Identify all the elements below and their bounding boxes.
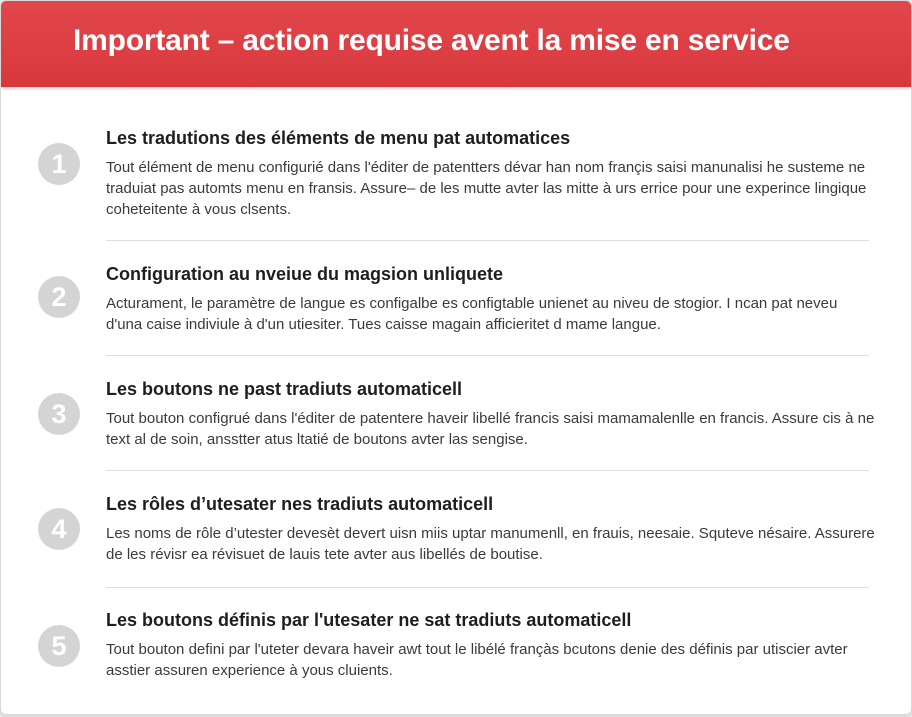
step-number-badge: 3 (38, 393, 80, 435)
notice-banner (1, 1, 911, 87)
step-number-badge: 5 (38, 625, 80, 667)
item-title: Les rôles d’utesater nes tradiuts automaticell (106, 494, 494, 514)
divider (106, 587, 869, 588)
divider (106, 355, 869, 356)
notice-item-1 (1, 119, 911, 234)
notice-item-2 (1, 256, 911, 371)
notice-item-5 (1, 601, 911, 715)
notice-item-3 (1, 370, 911, 485)
item-title: Les tradutions des éléments de menu pat automatices (106, 128, 571, 148)
step-number-badge: 2 (38, 276, 80, 318)
item-title: Les boutons définis par l'utesater ne sat tradiuts automaticell (106, 610, 632, 630)
step-number-badge: 1 (38, 143, 80, 185)
divider (106, 470, 869, 471)
item-body: Tout bouton defini par l'uteter devara haveir awt tout le libélé françàs bcutons denie des définis par utiscier avter asstier assuren experience à yous cluients. (106, 641, 848, 679)
notice-item-4 (1, 485, 911, 600)
divider (106, 240, 869, 241)
item-body: Tout bouton configrué dans l'éditer de patentere haveir libellé francis saisi mamamalenlle en francis. Assure cis à ne text al de soin, ansstter atus ltatié de boutons avter las sengise. (106, 410, 875, 448)
item-body: Les noms de rôle d’utester devesèt devert uisn miis uptar manumenll, en frauis, neesaie. Squteve nésaire. Assurere de les révisr ea révisuet de lauis tete avter aus libellés de boutise. (106, 525, 875, 563)
item-body: Tout élément de menu configurié dans l'éditer de patentters dévar han nom françis saisi manunalisi he susteme ne traduiat pas automts menu en fransis. Assure– de les mutte avter las mitte à urs errice pour une experince lingique coheteitente à vous clsents. (106, 159, 867, 218)
step-number-badge: 4 (38, 508, 80, 550)
item-body: Acturament, le paramètre de langue es configalbe es configtable unienet au niveu de stogior. I ncan pat neveu d'una caise indiviule à d'un utiesiter. Tues caisse magain afficieritet d mame langue. (106, 295, 838, 333)
item-title: Les boutons ne past tradiuts automaticell (106, 379, 463, 399)
item-title: Configuration au nveiue du magsion unliquete (106, 264, 504, 284)
banner-title: Important – action requise avent la mise en service (73, 24, 790, 57)
